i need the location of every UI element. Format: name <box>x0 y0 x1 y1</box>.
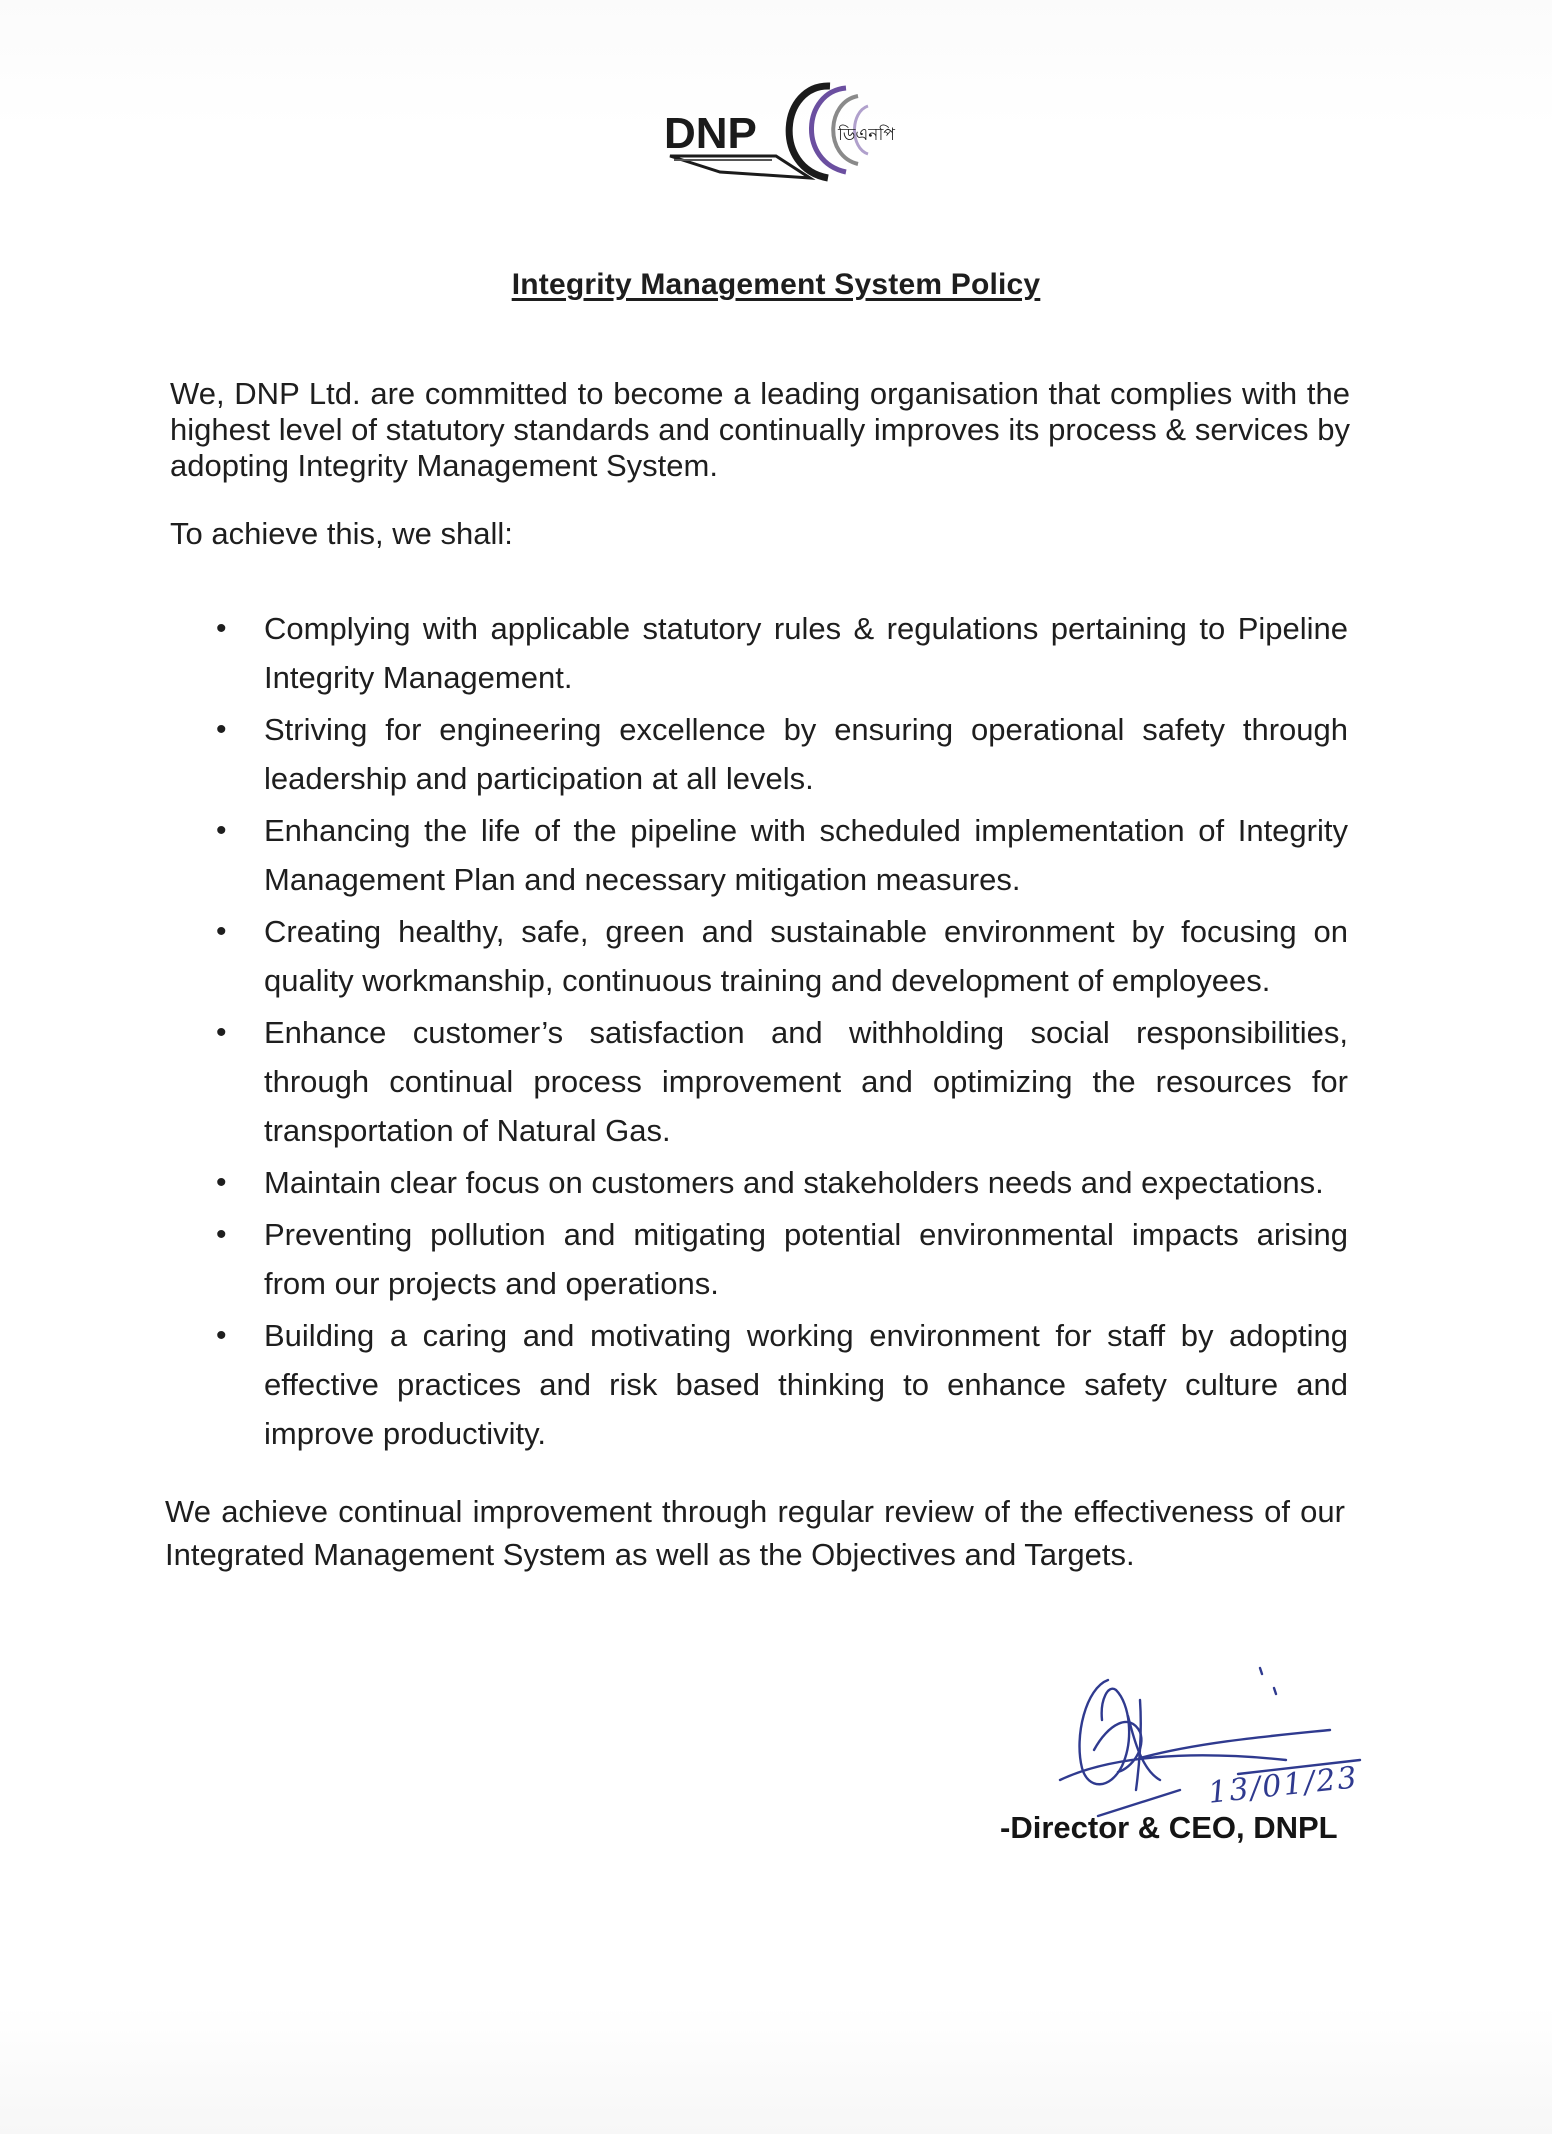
handwritten-signature-icon <box>990 1640 1390 1830</box>
list-item <box>212 1008 1348 1155</box>
list-item-text: Preventing pollution and mitigating potential environmental impacts arising from our projects and operations. <box>264 1217 1348 1301</box>
list-item-text: Enhancing the life of the pipeline with scheduled implementation of Integrity Management Plan and necessary mitigation measures. <box>264 813 1348 897</box>
list-item-text: Creating healthy, safe, green and sustainable environment by focusing on quality workmanship, continuous training and development of employees. <box>264 914 1348 998</box>
bullet-icon: • <box>216 915 227 948</box>
commitments-list <box>212 604 1348 1461</box>
bullet-icon: • <box>216 713 227 746</box>
signature-date: 13/01/23 <box>1206 1760 1361 1811</box>
dnp-logo-graphic <box>660 74 908 186</box>
bullet-icon: • <box>216 1218 227 1251</box>
dnp-logo-icon <box>660 74 908 186</box>
list-item <box>212 907 1348 1005</box>
page-title: Integrity Management System Policy <box>511 268 1041 301</box>
signatory-title: -Director & CEO, DNPL <box>1000 1810 1338 1845</box>
list-item-text: Enhance customer’s satisfaction and withholding social responsibilities, through continual process improvement and optimizing the resources for transportation of Natural Gas. <box>264 1015 1348 1148</box>
list-item-text: Building a caring and motivating working environment for staff by adopting effective practices and risk based thinking to enhance safety culture and improve productivity. <box>264 1318 1348 1451</box>
list-item <box>212 604 1348 702</box>
bullet-icon: • <box>216 1016 227 1049</box>
list-item <box>212 705 1348 803</box>
closing-paragraph: We achieve continual improvement through regular review of the effectiveness of our Integrated Management System as well as the Objectives and Targets. <box>165 1494 1345 1572</box>
bullet-icon: • <box>216 814 227 847</box>
list-item <box>212 1210 1348 1308</box>
list-item-text: Maintain clear focus on customers and stakeholders needs and expectations. <box>264 1165 1324 1200</box>
list-item-text: Striving for engineering excellence by ensuring operational safety through leadership and participation at all levels. <box>264 712 1348 796</box>
intro-paragraph: We, DNP Ltd. are committed to become a leading organisation that complies with the highest level of statutory standards and continually improves its process & services by adopting Integrity Management System. <box>170 376 1350 483</box>
logo-dnp-letters: DNP <box>664 109 757 158</box>
bullet-icon: • <box>216 1166 227 1199</box>
list-item <box>212 1311 1348 1458</box>
list-item <box>212 1158 1348 1207</box>
bullet-icon: • <box>216 612 227 645</box>
list-item-text: Complying with applicable statutory rules & regulations pertaining to Pipeline Integrity Management. <box>264 611 1348 695</box>
logo-bengali-text: ডিএনপি <box>838 125 895 145</box>
bullet-icon: • <box>216 1319 227 1352</box>
lead-in-text: To achieve this, we shall: <box>170 516 513 551</box>
list-item <box>212 806 1348 904</box>
